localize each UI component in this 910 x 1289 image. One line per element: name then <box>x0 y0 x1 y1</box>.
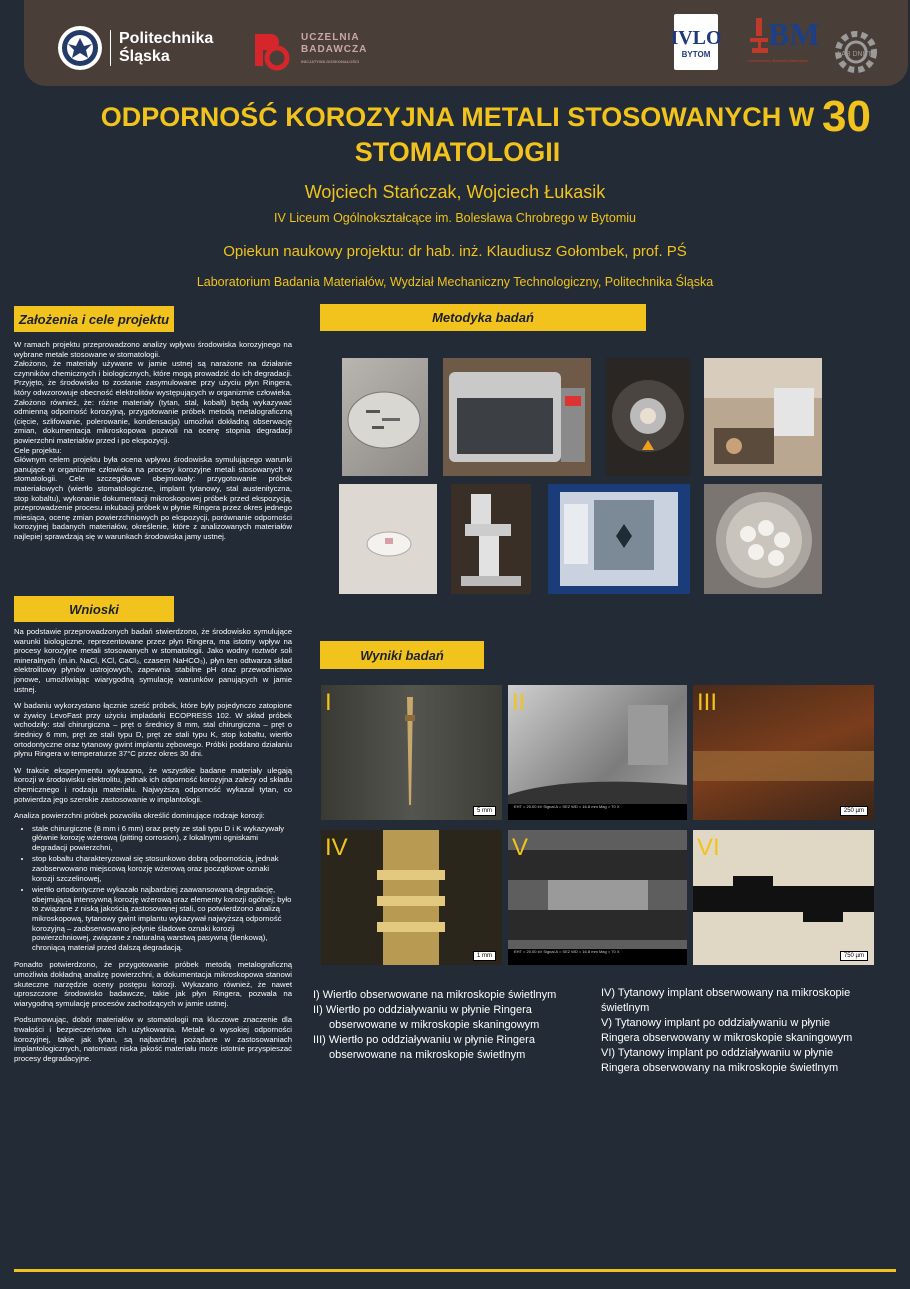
result-label: IV <box>325 834 348 861</box>
sem-info: EHT = 20.00 kV Signal A = SE2 WD = 16.8 mm Mag = 70 X <box>508 804 687 820</box>
photo-resin-sample <box>339 484 437 594</box>
footer-divider <box>14 1269 896 1272</box>
result-label: V <box>512 834 529 861</box>
corrosion-list <box>14 824 292 953</box>
conclusions-p1: Na podstawie przeprowadzonych badań stwierdzono, że środowisko symulujące warunki biologiczne, reprezentowane przez płyn Ringera, ma istotny wpływ na procesy korozyjne metali stosowanych w stomatologii. Jako wodny roztwór soli mineralnych (m.in. NaCl, KCl, CaCl₂, czasem NaHCO₃), płyn ten odtwarza skład elektrolitowy płynów ustrojowych, zapewnia stabilne pH oraz przewodnictwo jonowe, umożliwiając wiarygodną symulację warunków panujących w jamie ustnej. <box>14 627 292 694</box>
list-item: • wiertło ortodontyczne wykazało najbardziej zaawansowaną degradację, obejmującą intensywną korozję wżerową oraz elementy korozji ogólnej; było to związane z niską jakością zastosowanej stali, co potwierdzono analizą mikroskopową, tytanowy gwint implantu wykazywał najwyższą odporność korozyjną – zaobserwowano jedynie śladowe oznaki korozji powierzchniowej, związane z naturalną warstwą pasywną (tlenkową), chroniącą materiał przed dalszą degradacją. <box>32 885 292 952</box>
conclusions-p5: Ponadto potwierdzono, że przygotowanie próbek metodą metalograficzną umożliwia dokładną analizę powierzchni, a dokumentacja mikroskopowa stanowi skuteczne narzędzie oceny postępu korozji. Wykazano również, że nawet uproszczone środowisko badawcze, takie jak płyn Ringera, pozwala na wiarygodną symulację procesów zachodzących w jamie ustnej. <box>14 960 292 1008</box>
result-image-6 <box>693 830 874 965</box>
conclusions-text <box>14 627 292 1070</box>
school: IV Liceum Ogólnokształcące im. Bolesława Chrobrego w Bytomiu <box>274 211 636 225</box>
goals-p3: Cele projektu: <box>14 445 62 455</box>
photo-microscope <box>451 484 531 594</box>
ivlo-logo <box>670 14 722 70</box>
ivlo-main: IVLO <box>670 26 722 49</box>
sem-info: EHT = 20.00 kV Signal A = SE2 WD = 16.8 mm Mag = 70 X <box>508 949 687 965</box>
conclusions-heading: Wnioski <box>14 596 174 622</box>
conclusions-p4: Analiza powierzchni próbek pozwoliła określić dominujące rodzaje korozji: <box>14 811 265 821</box>
ps-logo-line1: Politechnika <box>119 30 214 47</box>
ps-logo-line2: Śląska <box>119 48 170 65</box>
politechnika-logo <box>58 26 213 70</box>
caption-line: I) Wiertło obserwowane na mikroskopie świetlnym <box>313 989 557 1001</box>
caption-line: obserwowane w mikroskopie skaningowym <box>329 1019 540 1031</box>
ivlo-sub: BYTOM <box>681 49 711 59</box>
caption-line: IV) Tytanowy implant obserwowany na mikroskopie <box>601 987 851 999</box>
photo-lab-workstation <box>704 358 822 476</box>
goals-p4: Głównym celem projektu była ocena wpływu środowiska symulującego warunki panujące w organizmie człowieka na procesy korozyjne metali stosowanych w stomatologii. Cele szczegółowe obejmowały: przygotowanie próbek materiałowych (wiertło stomatologiczne, implant tytanowy, stal austenityczna, stop kobaltu), wykonanie dokumentacji mikroskopowej próbek przed ekspozycją, przeprowadzenie procesu inkubacji próbek w płynie Ringera przez okres jednego miesiąca, ocenę zmian powierzchniowych po ekspozycji, porównanie odporności korozyjnej badanych materiałów, określenie, które z analizowanych materiałów najlepiej sprawdzają się w warunkach środowiska jamy ustnej. <box>14 455 292 541</box>
result-image-2 <box>508 685 687 820</box>
methods-heading: Metodyka badań <box>320 304 646 331</box>
lbm-logo <box>748 14 820 70</box>
lab-gear-logo-icon <box>830 26 882 78</box>
caption-line: II) Wiertło po oddziaływaniu w płynie Ringera <box>313 1004 532 1016</box>
laboratory: Laboratorium Badania Materiałów, Wydział Mechaniczny Technologiczny, Politechnika Śląska <box>196 275 714 289</box>
lbm-text: BM <box>768 16 820 52</box>
conclusions-p3: W trakcie eksperymentu wykazano, że wszystkie badane materiały ulegają korozji w środowisku elektrolitu, jednak ich odporność korozyjna zależy od składu chemicznego i rodzaju materiału. Najwyższą odporność wykazał tytan, co potwierdza jego szerokie zastosowanie w implantologii. <box>14 765 292 804</box>
microscope-icon <box>748 16 770 56</box>
authors: Wojciech Stańczak, Wojciech Łukasik <box>304 182 606 202</box>
photo-press-machine <box>443 358 591 476</box>
scale-bar: 5 mm <box>473 806 496 816</box>
captions-left <box>313 988 603 1063</box>
conclusions-p2: W badaniu wykorzystano łącznie sześć próbek, które były pojedynczo zatopione w żywicy LevoFast przy użyciu impladarki ECOPRESS 102. W skład próbek wchodziły: stal chirurgiczna – pręt o średnicy 8 mm, stal chirurgiczna – pręt o średnicy 6 mm, pręt ze stali typu D, pręt ze stali typu K, stop kobaltu, wiertło ortodontyczne oraz tytanowy gwint implantu zębowego. Próbki poddano działaniu płynu Ringera w temperaturze 37°C przez okres 30 dni. <box>14 701 292 759</box>
lbm-sub: Laboratorium Badania Materiałów <box>748 58 808 63</box>
ub-line1: UCZELNIA <box>301 32 360 43</box>
supervisor: Opiekun naukowy projektu: dr hab. inż. Klaudiusz Gołombek, prof. PŚ <box>223 243 687 260</box>
photo-samples-disc <box>342 358 428 476</box>
caption-line: VI) Tytanowy implant po oddziaływaniu w płynie <box>601 1047 834 1059</box>
scale-bar: 250 µm <box>840 806 868 816</box>
goals-heading: Założenia i cele projektu <box>14 306 174 332</box>
caption-line: Ringera obserwowany w mikroskopie skaningowym <box>601 1032 853 1044</box>
goals-p2: Założono, że materiały używane w jamie ustnej są narażone na działanie czynników chemicznych i biologicznych, które mogą prowadzić do ich degradacji. Przyjęto, że środowisko to zostanie zasymulowane przy użyciu płyn Ringera, który odwzorowuje obecność elektrolitów występujących w organizmie człowieka. Założono również, że: różne materiały (tytan, stal, kobalt) będą wykazywać odmienną odporność korozyjną, przygotowanie próbek metodą metalograficzną (cięcie, szlifowanie, polerowanie, kondensacja) umożliwi dokładną obserwację zmian, dokumentacja mikroskopowa pozwoli na ocenę stopnia degradacji powierzchni materiałów przed i po ekspozycji. <box>14 359 292 445</box>
list-item: • stop kobaltu charakteryzował się stosunkowo dobrą odpornością, jednak zaobserwowano miejscową korozję wżerową oraz początkowe oznaki korozji szczelinowej, <box>32 854 292 883</box>
result-image-4 <box>321 830 502 965</box>
result-label: II <box>512 689 526 716</box>
dn-text: LAB DNITM <box>837 51 875 58</box>
ub-mark-icon <box>249 28 293 72</box>
photo-software-screen <box>548 484 690 594</box>
goals-p1: W ramach projektu przeprowadzono analizy wpływu środowiska korozyjnego na wybrane metale stosowane w stomatologii. <box>14 340 292 359</box>
ub-sub: INICJATYWA DOSKONAŁOŚCI <box>301 59 360 64</box>
caption-line: III) Wiertło po oddziaływaniu w płynie Ringera <box>313 1034 535 1046</box>
result-label: VI <box>697 834 720 861</box>
conclusions-p6: Podsumowując, dobór materiałów w stomatologii ma kluczowe znaczenie dla trwałości i bezpieczeństwa ich użytkowania. Metale o wysokiej odporności korozyjnej, takie jak tytan, są najbardziej pożądane w zastosowaniach implantologicznych, natomiast niska jakość materiału może istotnie przyspieszać procesy degradacyjne. <box>14 1015 292 1063</box>
result-image-3 <box>693 685 874 820</box>
caption-line: Ringera obserwowany na mikroskopie świetlnym <box>601 1062 839 1074</box>
result-image-1 <box>321 685 502 820</box>
result-image-5 <box>508 830 687 965</box>
header-bar <box>24 0 908 86</box>
uczelnia-badawcza-logo <box>249 28 367 72</box>
poster-number-badge: 30 <box>822 92 871 141</box>
captions-right <box>601 986 897 1076</box>
scale-bar: 750 µm <box>840 951 868 961</box>
poster-title: ODPORNOŚĆ KOROZYJNA METALI STOSOWANYCH W STOMATOLOGII <box>100 102 815 167</box>
ub-line2: BADAWCZA <box>301 44 368 55</box>
result-label: III <box>697 689 718 716</box>
result-label: I <box>325 689 332 716</box>
caption-line: V) Tytanowy implant po oddziaływaniu w płynie <box>601 1017 831 1029</box>
results-heading: Wyniki badań <box>320 641 484 669</box>
photo-ringer-bath <box>704 484 822 594</box>
list-item: • stale chirurgiczne (8 mm i 6 mm) oraz pręty ze stali typu D i K wykazywały głównie korozję wżerową (pitting corrosion), z lokalnymi ogniskami degradacji powierzchni, <box>32 824 292 853</box>
scale-bar: 1 mm <box>473 951 496 961</box>
goals-text <box>14 340 292 541</box>
eagle-seal-icon <box>58 26 102 70</box>
caption-line: obserwowane na mikroskopie świetlnym <box>329 1049 526 1061</box>
caption-line: świetlnym <box>601 1002 650 1014</box>
photo-polisher <box>606 358 690 476</box>
